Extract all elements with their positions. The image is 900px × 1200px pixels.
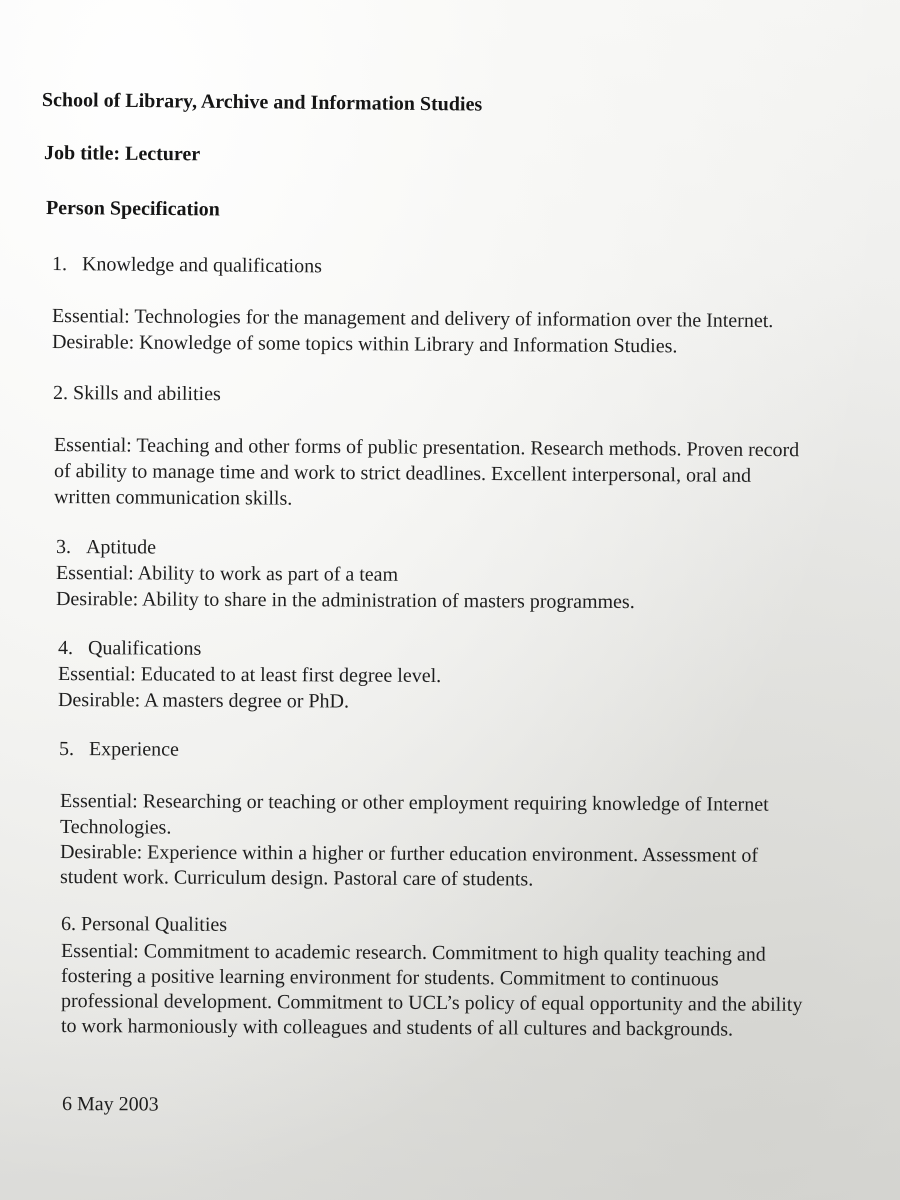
section-experience-heading: [59, 737, 179, 762]
experience-essential-line: Technologies.: [59, 816, 172, 839]
school-heading: School of Library, Archive and Information Studies: [41, 89, 483, 116]
section-number: 3.: [55, 536, 72, 559]
section-title: Qualifications: [87, 637, 202, 660]
experience-desirable-line: student work. Curriculum design. Pastoral care of students.: [59, 866, 534, 891]
skills-essential-line: written communication skills.: [53, 486, 293, 510]
section-knowledge-heading: [52, 252, 322, 278]
section-personal-heading: 6. Personal Qualities: [60, 913, 228, 936]
section-skills-heading: 2. Skills and abilities: [52, 382, 221, 406]
section-title: Knowledge and qualifications: [81, 253, 323, 278]
qualifications-essential: Essential: Educated to at least first degree level.: [57, 663, 442, 688]
aptitude-essential: Essential: Ability to work as part of a team: [55, 562, 399, 586]
section-title: Aptitude: [85, 536, 157, 559]
personal-essential-line: professional development. Commitment to UCL’s policy of equal opportunity and the ability: [60, 990, 803, 1016]
skills-essential-line: Essential: Teaching and other forms of public presentation. Research methods. Proven record: [53, 434, 800, 462]
section-aptitude-heading: [56, 535, 156, 560]
aptitude-desirable: Desirable: Ability to share in the administration of masters programmes.: [55, 588, 635, 614]
experience-desirable-line: Desirable: Experience within a higher or further education environment. Assessment of: [59, 841, 759, 867]
job-title-value: : Lecturer: [113, 142, 201, 166]
knowledge-essential: Essential: Technologies for the management and delivery of information over the Internet.: [51, 305, 774, 333]
section-number: 4.: [57, 637, 74, 660]
personal-essential-line: Essential: Commitment to academic research. Commitment to high quality teaching and: [60, 940, 766, 966]
job-title-line: [44, 141, 200, 166]
qualifications-desirable: Desirable: A masters degree or PhD.: [57, 689, 350, 713]
knowledge-desirable: Desirable: Knowledge of some topics within Library and Information Studies.: [51, 331, 678, 358]
person-specification-heading: Person Specification: [45, 197, 220, 221]
skills-essential-line: of ability to manage time and work to strict deadlines. Excellent interpersonal, oral and: [53, 460, 752, 487]
section-qualifications-heading: [58, 636, 201, 661]
personal-essential-line: fostering a positive learning environment for students. Commitment to continuous: [60, 965, 719, 991]
section-number: 1.: [51, 253, 68, 276]
job-title-label: Job title: [43, 142, 114, 165]
section-number: 5.: [58, 738, 75, 761]
personal-essential-line: to work harmoniously with colleagues and students of all cultures and backgrounds.: [60, 1015, 734, 1041]
experience-essential-line: Essential: Researching or teaching or other employment requiring knowledge of Internet: [59, 790, 769, 816]
document-date: 6 May 2003: [61, 1093, 159, 1116]
section-title: Experience: [88, 738, 180, 761]
